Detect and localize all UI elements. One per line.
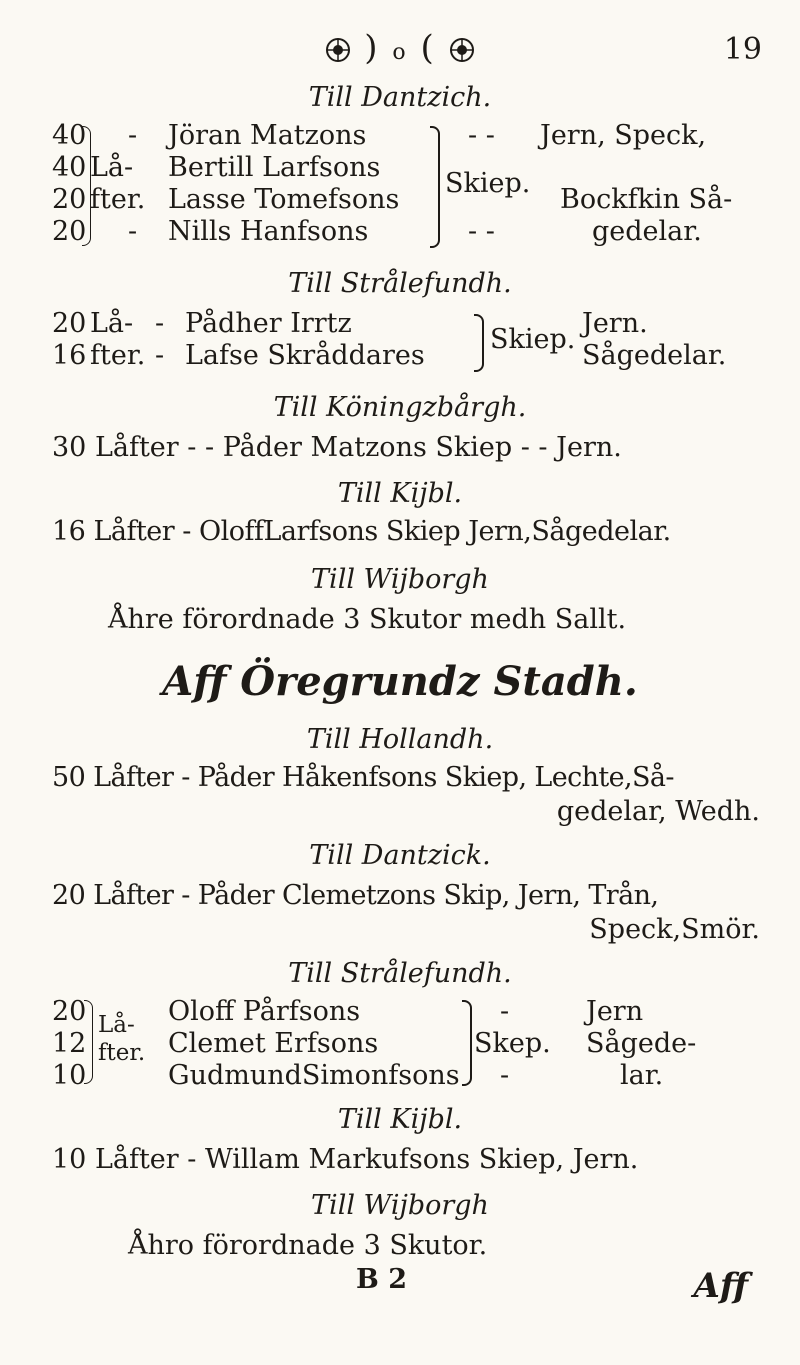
catchword: Aff bbox=[693, 1266, 748, 1306]
ship-word: Skiep. bbox=[445, 168, 531, 199]
qty: 20 bbox=[52, 216, 87, 247]
skipper-name: Bertill Larfsons bbox=[168, 152, 381, 183]
unit: Lå- bbox=[98, 1012, 135, 1038]
section-heading: Till Köningzbårgh. bbox=[273, 392, 527, 423]
entry-line: Åhro förordnade 3 Skutor. bbox=[128, 1230, 488, 1261]
cargo: gedelar. bbox=[592, 216, 702, 247]
qty: 20 bbox=[52, 996, 87, 1027]
entry-line: 50 Låfter - Påder Håkenfsons Skiep, Lechte,Så- bbox=[52, 762, 674, 793]
dashes: - - bbox=[468, 216, 495, 247]
entry-line: 10 Låfter - Willam Markufsons Skiep, Jern. bbox=[52, 1144, 639, 1175]
main-heading: Aff Öregrundz Stadh. bbox=[162, 658, 638, 705]
unit: fter. bbox=[90, 340, 146, 371]
entry-line-cont: gedelar, Wedh. bbox=[556, 796, 760, 827]
cargo: Jern, Speck, bbox=[540, 120, 707, 151]
entry-line: 20 Låfter - Påder Clemetzons Skip, Jern, Trån, bbox=[52, 880, 659, 911]
qty: 40 bbox=[52, 120, 87, 151]
section-heading: Till Hollandh. bbox=[306, 724, 494, 755]
bracket bbox=[474, 314, 484, 372]
unit: Lå- bbox=[90, 152, 134, 183]
dash: - bbox=[128, 120, 138, 151]
section-heading: Till Wijborgh bbox=[311, 1190, 489, 1221]
skipper-name: GudmundSimonfsons bbox=[168, 1060, 460, 1091]
ornament-icon bbox=[449, 37, 475, 63]
cargo: Bockfkin Så- bbox=[560, 184, 733, 215]
skipper-name: Lafse Skråddares bbox=[185, 340, 425, 371]
qty: 20 bbox=[52, 184, 87, 215]
page-header bbox=[0, 28, 800, 68]
dash: - bbox=[500, 1060, 510, 1091]
cargo: Sågedelar. bbox=[582, 340, 727, 371]
dash: - bbox=[155, 340, 165, 371]
qty: 20 bbox=[52, 308, 87, 339]
cargo: Jern bbox=[586, 996, 644, 1027]
section-heading: Till Kijbl. bbox=[337, 478, 463, 509]
page-number: 19 bbox=[723, 32, 762, 67]
section-heading: Till Strålefundh. bbox=[288, 268, 512, 299]
cargo: Sågede- bbox=[586, 1028, 697, 1059]
section-heading: Till Kijbl. bbox=[337, 1104, 463, 1135]
dash: - bbox=[128, 216, 138, 247]
header-left-paren: ) bbox=[364, 28, 380, 68]
entry-line: 30 Låfter - - Påder Matzons Skiep - - Jern. bbox=[52, 432, 622, 463]
entry-line: Åhre förordnade 3 Skutor medh Sallt. bbox=[108, 604, 627, 635]
skipper-name: Pådher Irrtz bbox=[185, 308, 352, 339]
qty: 10 bbox=[52, 1060, 87, 1091]
unit: fter. bbox=[98, 1040, 146, 1066]
unit: fter. bbox=[90, 184, 146, 215]
bracket bbox=[82, 126, 91, 246]
section-heading: Till Strålefundh. bbox=[288, 958, 512, 989]
dash: - bbox=[155, 308, 165, 339]
section-heading: Till Wijborgh bbox=[311, 564, 489, 595]
header-right-paren: ( bbox=[420, 28, 436, 68]
skipper-name: Jöran Matzons bbox=[168, 120, 367, 151]
ornament-icon bbox=[325, 37, 351, 63]
unit: Lå- bbox=[90, 308, 134, 339]
ship-word: Skep. bbox=[474, 1028, 551, 1059]
skipper-name: Oloff Pårfsons bbox=[168, 996, 361, 1027]
header-circle: o bbox=[392, 40, 408, 65]
cargo: Jern. bbox=[582, 308, 648, 339]
bracket bbox=[84, 1000, 93, 1084]
cargo: lar. bbox=[620, 1060, 664, 1091]
entry-line: 16 Låfter - OloffLarfsons Skiep Jern,Sågedelar. bbox=[52, 516, 671, 547]
skipper-name: Nills Hanfsons bbox=[168, 216, 369, 247]
skipper-name: Lasse Tomefsons bbox=[168, 184, 400, 215]
qty: 12 bbox=[52, 1028, 87, 1059]
signature-mark: B 2 bbox=[356, 1264, 408, 1295]
ship-word: Skiep. bbox=[490, 324, 576, 355]
bracket bbox=[462, 1000, 472, 1086]
section-heading: Till Dantzich. bbox=[308, 82, 492, 113]
section-heading: Till Dantzick. bbox=[309, 840, 491, 871]
qty: 16 bbox=[52, 340, 87, 371]
skipper-name: Clemet Erfsons bbox=[168, 1028, 379, 1059]
bracket bbox=[430, 126, 440, 248]
entry-line-cont: Speck,Smör. bbox=[589, 914, 760, 945]
dash: - bbox=[500, 996, 510, 1027]
dashes: - - bbox=[468, 120, 495, 151]
qty: 40 bbox=[52, 152, 87, 183]
